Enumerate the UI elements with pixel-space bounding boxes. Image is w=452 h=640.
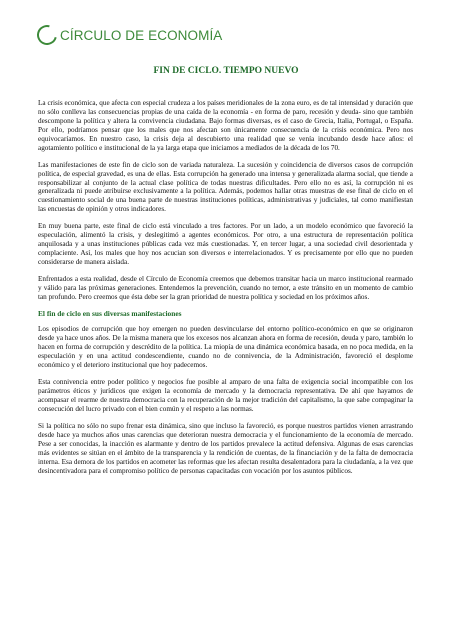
circle-mark-icon	[33, 21, 60, 48]
logo-text: CÍRCULO DE ECONOMÍA	[60, 27, 223, 43]
section-paragraph-3: Si la política no sólo no supo frenar esta dinámica, sino que incluso la favoreció, es porque nuestros partidos vienen arrastrando desde hace ya muchos años unas carencias que deterioran nuestra democracia y el funcionamiento de la economía de mercado. Pese a ser conocidas, la inacción es alarmante y dentro de los partidos prevalece la actitud defensiva. Algunas de esas carencias más evidentes se sitúan en el ámbito de la transparencia y la rendición de cuentas, de la financiación y de la falta de democracia interna. Esa demora de los partidos en acometer las reformas que les afectan resulta desalentadora para la ciudadanía, a la vez que desincentivadora para el compromiso político de personas capacitadas con vocación por los asuntos públicos.	[38, 421, 413, 475]
logo	[37, 25, 222, 45]
paragraph-3: En muy buena parte, este final de ciclo está vinculado a tres factores. Por un lado, a un modelo económico que favoreció la especulación, alimentó la crisis, y deslegitimó a agentes económicos. Por otro, a una estructura de representación política anquilosada y a unas instituciones públicas cada vez más cuestionadas. Y, en tercer lugar, a una sociedad civil desorientada y complaciente. Así, los males que hoy nos acucian son diversos e interrelacionados. Y es precisamente por ello que no pueden considerarse de manera aislada.	[38, 222, 413, 267]
paragraph-2: Las manifestaciones de este fin de ciclo son de variada naturaleza. La sucesión y coincidencia de diversos casos de corrupción política, de especial gravedad, es una de ellas. Esta corrupción ha generado una intensa y generalizada alarma social, que tiende a responsabilizar al conjunto de la actual clase política de todas nuestras dificultades. Pero ello no es así, la corrupción ni es generalizada ni puede atribuirse exclusivamente a la política. Además, podemos hallar otras muestras de ese final de ciclo en el cuestionamiento social de una buena parte de nuestras instituciones políticas, administrativas y judiciales, tal como manifiestan las encuestas de opinión y otros indicadores.	[38, 160, 413, 214]
paragraph-4: Enfrentados a esta realidad, desde el Círculo de Economía creemos que debemos transitar hacia un marco institucional rearmado y válido para las próximas generaciones. Entendemos la prevención, cuando no temor, a este tránsito en un momento de cambio tan profundo. Pero creemos que ésta debe ser la gran prioridad de nuestra política y sociedad en los próximos años.	[38, 275, 413, 302]
section-paragraph-1: Los episodios de corrupción que hoy emergen no pueden desvincularse del entorno político-económico en que se originaron desde ya hace unos años. De la misma manera que los excesos nos alcanzan ahora en forma de recesión, deuda y paro, también lo hacen en forma de corrupción y descrédito de la política. La miopía de una dinámica económica basada, en no poca medida, en la especulación y en una actitud condescendiente, cuando no de connivencia, de la Administración, favoreció el desplome económico y el deterioro institucional que hoy padecemos.	[38, 325, 413, 369]
section-paragraph-2: Esta connivencia entre poder político y negocios fue posible al amparo de una falta de exigencia social incompatible con los parámetros éticos y jurídicos que exigen la economía de mercado y la democracia representativa. De ahí que hayamos de acompasar el rearme de nuestra democracia con la recuperación de la mejor tradición del capitalismo, la que sabe compaginar la consecución del lucro privado con el bien común y el respeto a las normas.	[38, 378, 413, 413]
section-heading: El fin de ciclo en sus diversas manifestaciones	[38, 309, 182, 319]
paragraph-1: La crisis económica, que afecta con especial crudeza a los países meridionales de la zona euro, es de tal intensidad y duración que no sólo conlleva las consecuencias propias de una caída de la economía - en forma de paro, recesión y deuda- sino que también descompone la política y altera la convivencia ciudadana. Bajo formas diversas, es el caso de Grecia, Italia, Portugal, o España. Por ello, podríamos pensar que los males que nos afectan son únicamente consecuencia de la crisis económica. Pero nos equivocaríamos. En nuestro caso, la crisis deja al descubierto una realidad que se venía incubando desde hace años: el agotamiento político e institucional de la ya larga etapa que iniciamos a mediados de la década de los 70.	[38, 99, 413, 152]
document-title: FIN DE CICLO. TIEMPO NUEVO	[153, 66, 299, 76]
intro-body	[38, 99, 413, 484]
